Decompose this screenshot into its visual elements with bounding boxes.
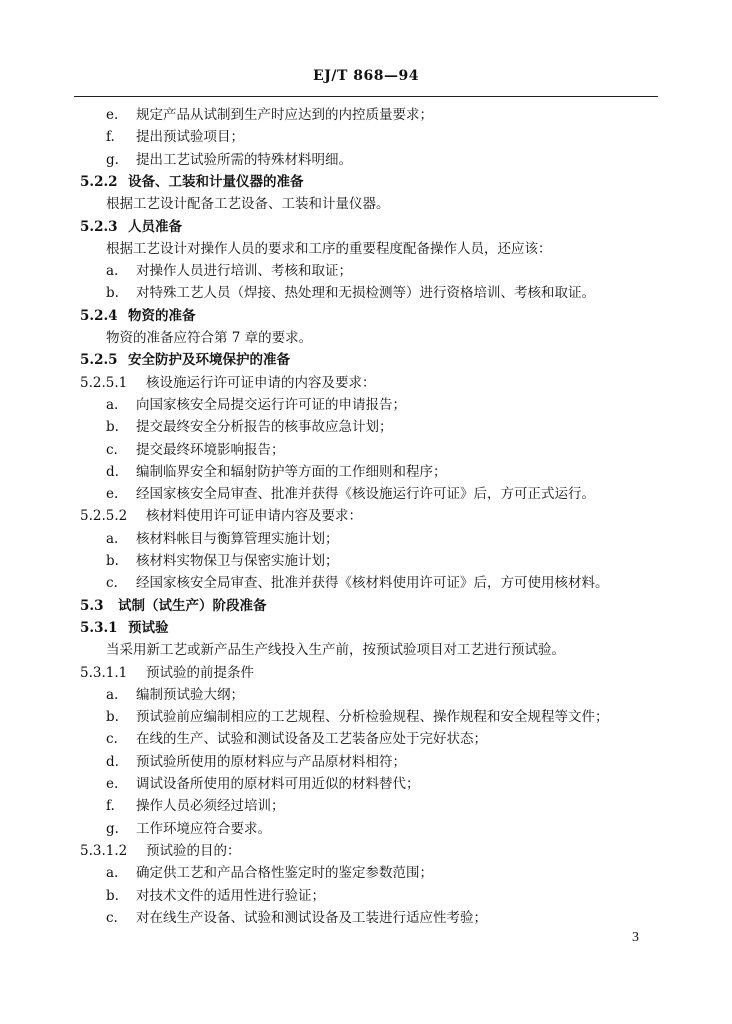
list-item bbox=[0, 550, 732, 572]
clause-text: 安全防护及环境保护的准备 bbox=[128, 352, 290, 369]
clause-text: 在线的生产、试验和测试设备及工艺装备应处于完好状态； bbox=[136, 731, 487, 748]
list-item bbox=[0, 684, 732, 706]
clause-text: 提交最终安全分析报告的核事故应急计划； bbox=[136, 419, 393, 436]
clause-text: 根据工艺设计配备工艺设备、工装和计量仪器。 bbox=[106, 196, 390, 213]
clause-text: 核材料使用许可证申请内容及要求： bbox=[146, 508, 362, 525]
list-item bbox=[0, 728, 732, 750]
clause-number: 5.2.4 bbox=[80, 307, 118, 324]
subsection-heading bbox=[0, 349, 732, 371]
paragraph bbox=[0, 639, 732, 661]
list-item bbox=[0, 282, 732, 304]
clause-text: 预试验所使用的原材料应与产品原材料相符； bbox=[136, 753, 406, 770]
clause-number: a. bbox=[106, 865, 119, 882]
subsection-heading bbox=[0, 305, 732, 327]
clause-number: f. bbox=[106, 129, 115, 146]
clause-text: 编制临界安全和辐射防护等方面的工作细则和程序； bbox=[136, 463, 447, 480]
clause-number: d. bbox=[106, 753, 119, 770]
clause-number: g. bbox=[106, 151, 119, 168]
clause-number: c. bbox=[106, 909, 118, 926]
clause-number: a. bbox=[106, 396, 119, 413]
clause-heading bbox=[0, 840, 732, 862]
clause-number: d. bbox=[106, 463, 119, 480]
clause-number: g. bbox=[106, 820, 119, 837]
clause-number: c. bbox=[106, 575, 118, 592]
clause-number: e. bbox=[106, 776, 119, 792]
list-item bbox=[0, 862, 732, 884]
clause-number: b. bbox=[106, 553, 119, 569]
clause-number: a. bbox=[106, 686, 119, 703]
clause-text: 对特殊工艺人员（焊接、热处理和无损检测等）进行资格培训、考核和取证。 bbox=[136, 285, 595, 302]
clause-text: 提出工艺试验所需的特殊材料明细。 bbox=[136, 151, 352, 168]
clause-number: 5.2.5 bbox=[80, 352, 118, 369]
clause-number: 5.2.5.1 bbox=[80, 374, 128, 391]
clause-text: 物资的准备应符合第 7 章的要求。 bbox=[106, 330, 313, 346]
clause-number: b. bbox=[106, 285, 119, 302]
clause-number: a. bbox=[106, 530, 119, 547]
clause-number: c. bbox=[106, 441, 118, 458]
clause-number: e. bbox=[106, 107, 119, 123]
clause-heading bbox=[0, 372, 732, 394]
clause-text: 核设施运行许可证申请的内容及要求： bbox=[146, 374, 376, 391]
clause-text: 提出预试验项目； bbox=[136, 129, 244, 146]
list-item bbox=[0, 126, 732, 148]
clause-number: 5.3.1 bbox=[80, 619, 118, 636]
subsection-heading bbox=[0, 617, 732, 639]
list-item bbox=[0, 706, 732, 728]
clause-text: 对技术文件的适用性进行验证； bbox=[136, 887, 325, 904]
clause-text: 物资的准备 bbox=[128, 307, 196, 324]
clause-text: 当采用新工艺或新产品生产线投入生产前，按预试验项目对工艺进行预试验。 bbox=[106, 642, 565, 659]
list-item bbox=[0, 885, 732, 907]
clause-text: 人员准备 bbox=[128, 218, 182, 235]
clause-text: 编制预试验大纲； bbox=[136, 686, 244, 703]
list-item bbox=[0, 773, 732, 795]
clause-text: 预试验的目的： bbox=[146, 842, 241, 859]
clause-text: 预试验前应编制相应的工艺规程、分析检验规程、操作规程和安全规程等文件； bbox=[136, 709, 609, 726]
list-item bbox=[0, 260, 732, 282]
clause-number: 5.3.1.2 bbox=[80, 842, 128, 859]
clause-text: 提交最终环境影响报告； bbox=[136, 441, 285, 458]
standard-number-header: EJ/T 868—94 bbox=[313, 68, 419, 84]
list-item bbox=[0, 461, 732, 483]
list-item bbox=[0, 149, 732, 171]
paragraph bbox=[0, 193, 732, 215]
clause-text: 对在线生产设备、试验和测试设备及工装进行适应性考验； bbox=[136, 909, 487, 926]
list-item bbox=[0, 818, 732, 840]
list-item bbox=[0, 795, 732, 817]
clause-text: 试制（试生产）阶段准备 bbox=[118, 597, 267, 614]
list-item bbox=[0, 572, 732, 594]
clause-text: 对操作人员进行培训、考核和取证； bbox=[136, 263, 352, 280]
subsection-heading bbox=[0, 171, 732, 193]
clause-text: 核材料帐目与衡算管理实施计划； bbox=[136, 530, 339, 547]
page-number: 3 bbox=[632, 930, 639, 945]
clause-text: 设备、工装和计量仪器的准备 bbox=[128, 173, 304, 190]
clause-text: 预试验的前提条件 bbox=[146, 664, 254, 681]
clause-number: 5.2.3 bbox=[80, 218, 118, 235]
clause-heading bbox=[0, 505, 732, 527]
list-item bbox=[0, 751, 732, 773]
clause-text: 向国家核安全局提交运行许可证的申请报告； bbox=[136, 396, 406, 413]
paragraph bbox=[0, 327, 732, 349]
clause-text: 调试设备所使用的原材料可用近似的材料替代； bbox=[136, 776, 420, 792]
list-item bbox=[0, 483, 732, 505]
clause-number: c. bbox=[106, 731, 118, 748]
header-rule bbox=[74, 96, 658, 97]
clause-number: b. bbox=[106, 709, 119, 726]
clause-number: 5.2.5.2 bbox=[80, 508, 128, 525]
clause-text: 经国家核安全局审查、批准并获得《核材料使用许可证》后，方可使用核材料。 bbox=[136, 575, 609, 592]
list-item bbox=[0, 528, 732, 550]
clause-number: 5.3 bbox=[80, 597, 104, 614]
subsection-heading bbox=[0, 216, 732, 238]
clause-text: 操作人员必须经过培训； bbox=[136, 798, 285, 815]
clause-number: f. bbox=[106, 798, 115, 815]
clause-number: b. bbox=[106, 419, 119, 436]
list-item bbox=[0, 104, 732, 126]
clause-text: 确定供工艺和产品合格性鉴定时的鉴定参数范围； bbox=[136, 865, 433, 882]
list-item bbox=[0, 439, 732, 461]
clause-number: 5.2.2 bbox=[80, 173, 118, 190]
clause-text: 预试验 bbox=[128, 619, 169, 636]
list-item bbox=[0, 907, 732, 929]
section-heading bbox=[0, 595, 732, 617]
list-item bbox=[0, 416, 732, 438]
paragraph bbox=[0, 238, 732, 260]
clause-number: 5.3.1.1 bbox=[80, 664, 128, 681]
clause-number: b. bbox=[106, 887, 119, 904]
clause-heading bbox=[0, 662, 732, 684]
clause-text: 核材料实物保卫与保密实施计划； bbox=[136, 553, 339, 569]
list-item bbox=[0, 394, 732, 416]
clause-text: 规定产品从试制到生产时应达到的内控质量要求； bbox=[136, 107, 433, 123]
clause-text: 工作环境应符合要求。 bbox=[136, 820, 271, 837]
clause-number: e. bbox=[106, 486, 119, 503]
clause-text: 经国家核安全局审查、批准并获得《核设施运行许可证》后，方可正式运行。 bbox=[136, 486, 595, 503]
clause-number: a. bbox=[106, 263, 119, 280]
clause-text: 根据工艺设计对操作人员的要求和工序的重要程度配备操作人员，还应该： bbox=[106, 240, 552, 257]
